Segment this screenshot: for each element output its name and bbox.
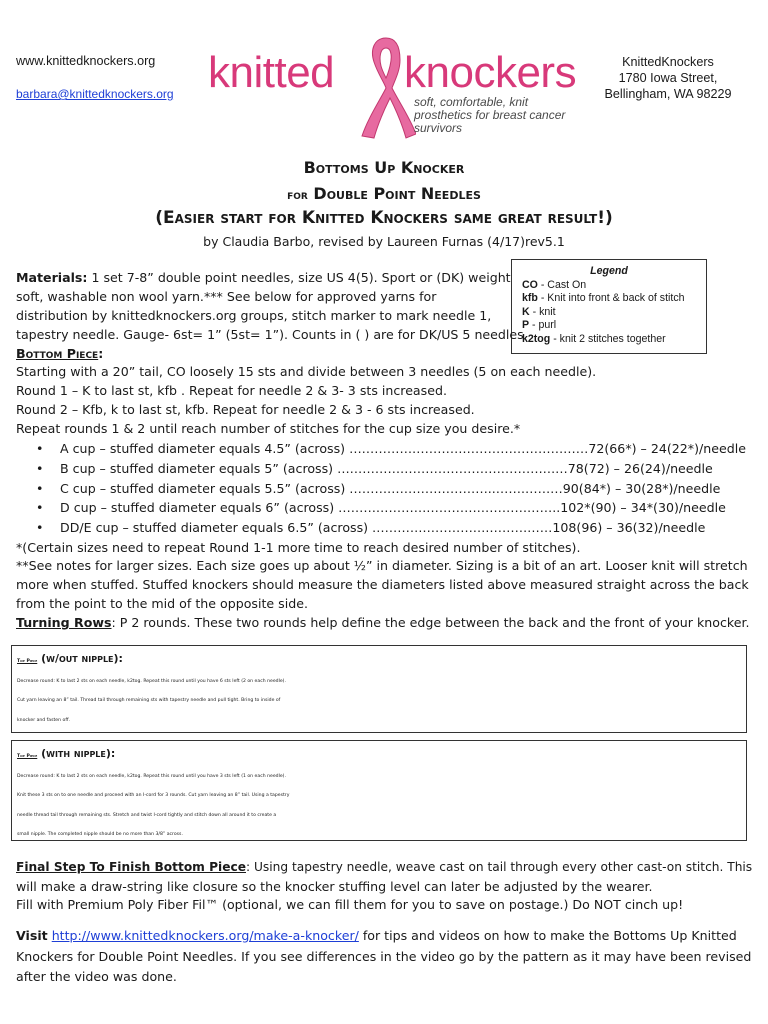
note-line: more when stuffed. Stuffed knockers should measure the diameters listed above measured straight across the back [16,577,749,592]
instruction-line: Knit these 3 sts on to one needle and proceed with an I-cord for 3 rounds. Cut yarn leaving an 8” tail. Using a tapestry [17,793,290,799]
logo-word-knockers: knockers [404,48,577,97]
cup-size-item: • D cup – stuffed diameter equals 6” (across) ……………………………………………..102*(90) – 34*(30)/needle [36,500,726,515]
final-step-text: : Using tapestry needle, weave cast on tail through every other cast-on stitch. This [246,860,753,874]
legend-desc: - purl [529,319,557,331]
site-url[interactable]: www.knittedknockers.org [16,54,156,68]
turning-rows-line [16,615,750,630]
cup-size-item: • A cup – stuffed diameter equals 4.5” (across) …………………………………………………72(66*) – 24(22*)/needle [36,441,746,456]
instruction-line: Repeat rounds 1 & 2 until reach number of stitches for the cup size you desire.* [16,421,521,436]
legend-item [522,292,696,306]
cup-size-text: C cup – stuffed diameter equals 5.5” (across) ……………………………..…….………90(84*) – 30(28*)/needle [60,481,721,496]
instruction-line: Round 1 – K to last st, kfb . Repeat for needle 2 & 3- 3 sts increased. [16,383,447,398]
final-step-line: Fill with Premium Poly Fiber Fil™ (optional, we can fill them for you to save on postage.) Do NOT cinch up! [16,897,684,912]
subtitle-main: Double Point Needles [313,184,481,203]
instruction-line: Round 2 – Kfb, k to last st, kfb. Repeat for needle 2 & 3 - 6 sts increased. [16,402,475,417]
cup-size-item: • DD/E cup – stuffed diameter equals 6.5” (across) ……………………….……………108(96) – 36(32)/needle [36,520,706,535]
instruction-line: Decrease round: K to last 2 sts on each needle, k2tog. Repeat this round until you have 6 sts left (2 on each needle). [17,678,286,684]
instruction-line: knocker and fasten off. [17,717,70,723]
cup-size-text: B cup – stuffed diameter equals 5” (across) ………………………………………….……78(72) – 26(24)/needle [60,461,713,476]
final-step-label: Final Step To Finish Bottom Piece [16,860,246,874]
mailing-address [588,54,748,102]
logo [208,32,577,142]
materials-line: distribution by knittedknockers.org groups, stitch marker to mark needle 1, [16,308,492,323]
visit-text: for tips and videos on how to make the Bottoms Up Knitted [358,928,737,943]
logo-tagline: soft, comfortable, knit prosthetics for breast cancer survivors [414,95,566,135]
bottom-piece-heading [16,346,103,361]
legend-abbr: kfb [522,292,538,304]
address-line: 1780 Iowa Street, [618,71,718,85]
legend-desc: - knit 2 stitches together [550,332,666,345]
note-line: *(Certain sizes need to repeat Round 1-1 more time to reach desired number of stitches). [16,540,581,555]
legend-abbr: K [522,305,530,318]
note-line: from the point to the mid of the opposite side. [16,596,308,611]
legend-desc: - knit [529,305,556,318]
top-piece-qualifier: (w/out nipple): [37,652,123,665]
instruction-line: Cut yarn leaving an 8” tail. Thread tail through remaining sts with tapestry needle and pull tight. Bring to inside of [17,698,281,704]
cup-size-text: DD/E cup – stuffed diameter equals 6.5” (across) ……………………….……………108(96) – 36(32)/needle [60,520,706,535]
materials-line: soft, washable non wool yarn.*** See below for approved yarns for [16,289,437,304]
subtitle-prefix: for [287,188,308,203]
note-line: **See notes for larger sizes. Each size goes up about ½” in diameter. Sizing is a bit of an art. Looser knit will stretch [16,558,748,573]
visit-line [16,928,737,943]
turning-rows-text: : P 2 rounds. These two rounds help define the edge between the back and the front of your knocker. [111,615,750,630]
email-link[interactable]: barbara@knittedknockers.org [16,87,174,101]
legend-item [522,333,696,347]
address-line: KnittedKnockers [622,55,714,69]
cup-size-item: • C cup – stuffed diameter equals 5.5” (across) ……………………………..…….………90(84*) – 30(28*)/needle [36,481,721,496]
legend-item [522,319,696,333]
top-piece-qualifier: (with nipple): [37,747,116,760]
final-step-line [16,860,752,874]
materials-line: tapestry needle. Gauge- 6st= 1” (5st= 1”). Counts in ( ) are for DK/US 5 needles [16,327,524,342]
instruction-line: needle thread tail through remaining sts. Stretch and twist I-cord tightly and stitch down all around it to create a [17,812,277,818]
turning-rows-label: Turning Rows [16,615,112,630]
bottom-piece-label: Bottom Piece [16,346,99,361]
legend-desc: - Cast On [537,278,587,291]
cup-size-text: D cup – stuffed diameter equals 6” (across) ……………………………………………..102*(90) – 34*(30)/needle [60,500,726,515]
box-heading [17,649,741,672]
legend-abbr: CO [522,278,538,291]
instruction-line: Decrease round: K to last 2 sts on each needle, k2tog. Repeat this round until you have 3 sts left (1 on each needle). [17,773,286,779]
cup-size-text: A cup – stuffed diameter equals 4.5” (across) …………………………………………………72(66*) – 24(22*)/needle [60,441,746,456]
box-heading [17,744,741,767]
legend-box [511,259,707,354]
heading-colon: : [98,346,104,361]
top-piece-label: Top Piece [17,659,38,664]
address-line: Bellingham, WA 98229 [604,87,732,101]
visit-label: Visit [16,928,48,943]
pattern-subtitle [0,184,768,203]
visit-line: after the video was done. [16,969,177,984]
pattern-title: Bottoms Up Knocker [303,158,465,177]
legend-item [522,279,696,293]
legend-item [522,306,696,320]
legend-abbr: k2tog [522,332,551,345]
materials-line [16,270,511,285]
legend-desc: - Knit into front & back of stitch [537,292,685,304]
visit-line: Knockers for Double Point Needles. If you see differences in the video go by the pattern as it may have been revised [16,949,752,964]
legend-abbr: P [522,319,530,331]
top-piece-with-nipple-box [11,740,747,841]
materials-label: Materials: [16,270,88,285]
byline: by Claudia Barbo, revised by Laureen Furnas (4/17)rev5.1 [203,234,565,249]
final-step-line: will make a draw-string like closure so the knocker stuffing level can later be adjusted by the wearer. [16,879,653,894]
pattern-tagline: (Easier start for Knitted Knockers same great result!) [155,208,613,228]
instruction-line: small nipple. The completed nipple should be no more than 3/8” across. [17,832,183,838]
cup-size-item: • B cup – stuffed diameter equals 5” (across) ………………………………………….……78(72) – 26(24)/needle [36,461,713,476]
instruction-line: Starting with a 20” tail, CO loosely 15 sts and divide between 3 needles (5 on each needle). [16,364,597,379]
materials-text: 1 set 7-8” double point needles, size US 4(5). Sport or (DK) weight [87,270,511,285]
top-piece-label: Top Piece [17,754,38,759]
top-piece-no-nipple-box [11,645,747,733]
legend-title: Legend [590,265,628,277]
make-a-knocker-link[interactable]: http://www.knittedknockers.org/make-a-knocker/ [51,928,359,943]
logo-word-knitted: knitted [208,48,335,97]
